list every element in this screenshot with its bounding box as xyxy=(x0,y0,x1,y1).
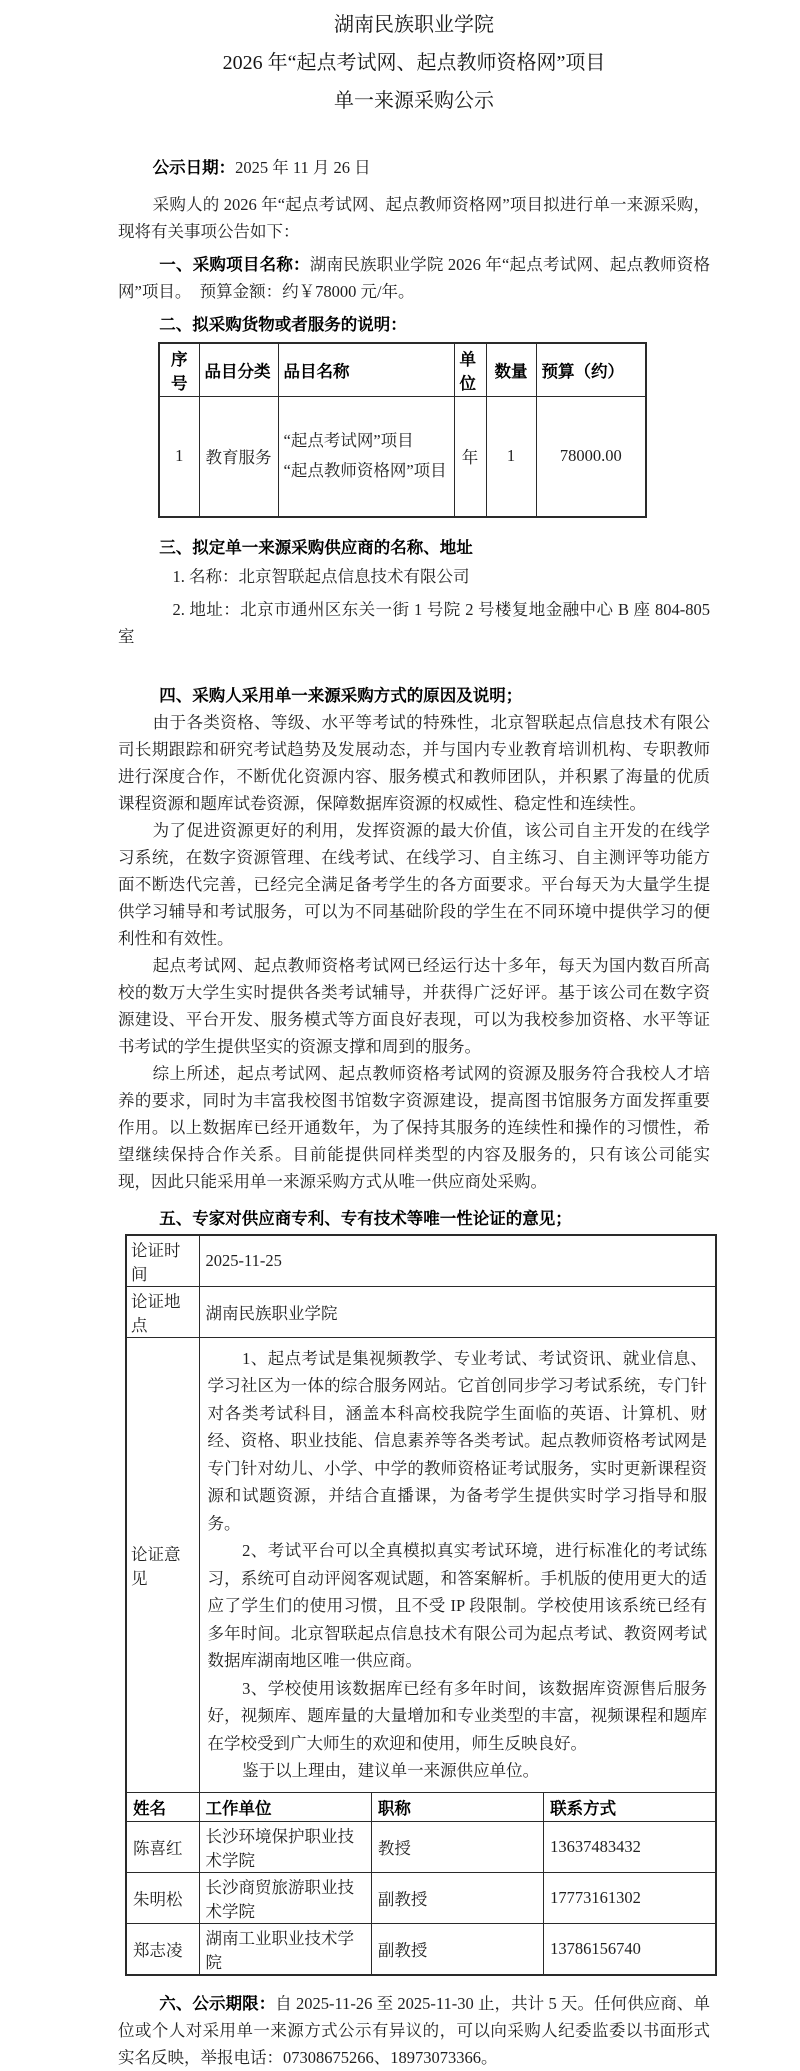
expert-phone: 13786156740 xyxy=(544,1923,716,1975)
expert-title: 教授 xyxy=(371,1821,543,1872)
items-header-unit: 单位 xyxy=(454,343,486,397)
section4-heading: 四、采购人采用单一来源采购方式的原因及说明； xyxy=(159,685,523,705)
section3-heading: 三、拟定单一来源采购供应商的名称、地址 xyxy=(159,537,473,557)
items-header-qty: 数量 xyxy=(486,343,536,397)
opinion-content-label: 论证意见 xyxy=(126,1337,199,1792)
expert-name: 朱明松 xyxy=(126,1872,199,1923)
section1-project-name xyxy=(118,251,710,305)
section4-paragraph-1: 由于各类资格、等级、水平等考试的特殊性，北京智联起点信息技术有限公司长期跟踪和研究考试趋势及发展动态，并与国内专业教育培训机构、专职教师进行深度合作，不断优化资源内容、服务模式和教师团队，并积累了海量的优质课程资源和题库试卷资源，保障数据库资源的权威性、稳定性和连续性。 xyxy=(118,712,710,813)
items-header-budget: 预算（约） xyxy=(536,343,646,397)
opinion-time-value: 2025-11-25 xyxy=(199,1235,716,1287)
items-header-category: 品目分类 xyxy=(199,343,278,397)
items-header-no: 序号 xyxy=(159,343,199,397)
experts-header-org: 工作单位 xyxy=(199,1792,371,1821)
supplier-address-line: 2. 地址：北京市通州区东关一街 1 号院 2 号楼复地金融中心 B 座 804-805 室 xyxy=(118,599,710,646)
title-line-project: 2026 年“起点考试网、起点教师资格网”项目 xyxy=(222,52,606,74)
table-row xyxy=(126,1923,716,1975)
experts-header-title: 职称 xyxy=(371,1792,543,1821)
publish-date-label: 公示日期： xyxy=(152,158,236,177)
item-budget: 78000.00 xyxy=(536,397,646,517)
expert-org: 长沙环境保护职业技术学院 xyxy=(199,1821,371,1872)
section1-label: 一、采购项目名称： xyxy=(159,255,310,274)
experts-header-phone: 联系方式 xyxy=(544,1792,716,1821)
section6-text: 自 2025-11-26 至 2025-11-30 止，共计 5 天。任何供应商、单位或个人对采用单一来源方式公示有异议的，可以向采购人纪委监委以书面形式实名反映，举报电话：07308675266、18973073366。 xyxy=(118,1993,710,2067)
document-title xyxy=(118,6,710,120)
opinion-place-label: 论证地点 xyxy=(126,1286,199,1337)
section4-paragraph-2: 为了促进资源更好的利用，发挥资源的最大价值，该公司自主开发的在线学习系统，在数字资源管理、在线考试、在线学习、自主练习、自主测评等功能方面不断迭代完善，已经完全满足备考学生的各方面要求。平台每天为大量学生提供学习辅导和考试服务，可以为不同基础阶段的学生在不同环境中提供学习的便利性和有效性。 xyxy=(118,820,710,948)
item-name-line2: “起点教师资格网”项目 xyxy=(283,461,447,481)
section6-label: 六、公示期限： xyxy=(159,1993,276,2013)
item-name xyxy=(278,397,454,517)
opinion-content xyxy=(199,1337,716,1792)
opinion-paragraph-2: 2、考试平台可以全真模拟真实考试环境，进行标准化的考试练习，系统可自动评阅客观试题，和答案解析。手机版的使用更大的适应了学生们的使用习惯，且不受 IP 段限制。学校使用该系统已经有多年时间。北京智联起点信息技术有限公司为起点考试、教资网考试数据库湖南地区唯一供应商。 xyxy=(207,1541,707,1670)
section1-text: 湖南民族职业学院 2026 年“起点考试网、起点教师资格网”项目。 预算金额：约￥78000 元/年。 xyxy=(118,255,711,301)
opinion-time-label: 论证时间 xyxy=(126,1235,199,1287)
publish-date-line xyxy=(118,154,710,181)
section4-paragraph-4: 综上所述，起点考试网、起点教师资格考试网的资源及服务符合我校人才培养的要求，同时为丰富我校图书馆数字资源建设，提高图书馆服务方面发挥重要作用。以上数据库已经开通数年，为了保持其服务的连续性和操作的习惯性，希望继续保持合作关系。目前能提供同样类型的内容及服务的，只有该公司能实现，因此只能采用单一来源采购方式从唯一供应商处采购。 xyxy=(118,1063,710,1191)
title-line-org: 湖南民族职业学院 xyxy=(334,14,494,36)
opinion-content-row xyxy=(126,1337,716,1792)
expert-org: 长沙商贸旅游职业技术学院 xyxy=(199,1872,371,1923)
table-row xyxy=(159,397,646,517)
supplier-name-line: 1. 名称：北京智联起点信息技术有限公司 xyxy=(172,566,470,586)
expert-name: 陈喜红 xyxy=(126,1821,199,1872)
expert-phone: 17773161302 xyxy=(544,1872,716,1923)
section5-heading: 五、专家对供应商专利、专有技术等唯一性论证的意见； xyxy=(159,1208,572,1228)
items-table-header-row xyxy=(159,343,646,397)
opinion-table xyxy=(125,1234,717,1976)
title-line-type: 单一来源采购公示 xyxy=(334,90,494,112)
opinion-place-row xyxy=(126,1286,716,1337)
opinion-time-row xyxy=(126,1235,716,1287)
expert-phone: 13637483432 xyxy=(544,1821,716,1872)
expert-name: 郑志凌 xyxy=(126,1923,199,1975)
experts-header-row xyxy=(126,1792,716,1821)
item-no: 1 xyxy=(159,397,199,517)
opinion-paragraph-4: 鉴于以上理由，建议单一来源供应单位。 xyxy=(242,1761,540,1780)
section4-paragraph-3: 起点考试网、起点教师资格考试网已经运行达十多年，每天为国内数百所高校的数万大学生实时提供各类考试辅导，并获得广泛好评。基于该公司在数字资源建设、平台开发、服务模式等方面良好表现，可以为我校参加资格、水平等证书考试的学生提供坚实的资源支撑和周到的服务。 xyxy=(118,955,710,1056)
experts-header-name: 姓名 xyxy=(126,1792,199,1821)
items-table xyxy=(158,342,647,518)
item-unit: 年 xyxy=(454,397,486,517)
opinion-paragraph-1: 1、起点考试是集视频教学、专业考试、考试资讯、就业信息、学习社区为一体的综合服务网站。它首创同步学习考试系统，专门针对各类考试科目，涵盖本科高校我院学生面临的英语、计算机、财经、资格、职业技能、信息素养等各类考试。起点教师资格考试网是专门针对幼儿、小学、中学的教师资格证考试服务，实时更新课程资源和试题资源，并结合直播课，为备考学生提供实时学习指导和服务。 xyxy=(207,1348,707,1533)
opinion-place-value: 湖南民族职业学院 xyxy=(199,1286,716,1337)
expert-title: 副教授 xyxy=(371,1872,543,1923)
table-row xyxy=(126,1821,716,1872)
section2-heading: 二、拟采购货物或者服务的说明： xyxy=(159,315,407,334)
items-header-name: 品目名称 xyxy=(278,343,454,397)
item-category: 教育服务 xyxy=(199,397,278,517)
opinion-paragraph-3: 3、学校使用该数据库已经有多年时间，该数据库资源售后服务好，视频库、题库量的大量增加和专业类型的丰富，视频课程和题库在学校受到广大师生的欢迎和使用，师生反映良好。 xyxy=(207,1678,707,1753)
publish-date-value: 2025 年 11 月 26 日 xyxy=(235,158,371,177)
expert-title: 副教授 xyxy=(371,1923,543,1975)
item-qty: 1 xyxy=(486,397,536,517)
table-row xyxy=(126,1872,716,1923)
expert-org: 湖南工业职业技术学院 xyxy=(199,1923,371,1975)
item-name-line1: “起点考试网”项目 xyxy=(283,431,414,451)
section6-publicity-period xyxy=(118,1990,710,2071)
intro-paragraph: 采购人的 2026 年“起点考试网、起点教师资格网”项目拟进行单一来源采购，现将有关事项公告如下： xyxy=(118,195,710,241)
